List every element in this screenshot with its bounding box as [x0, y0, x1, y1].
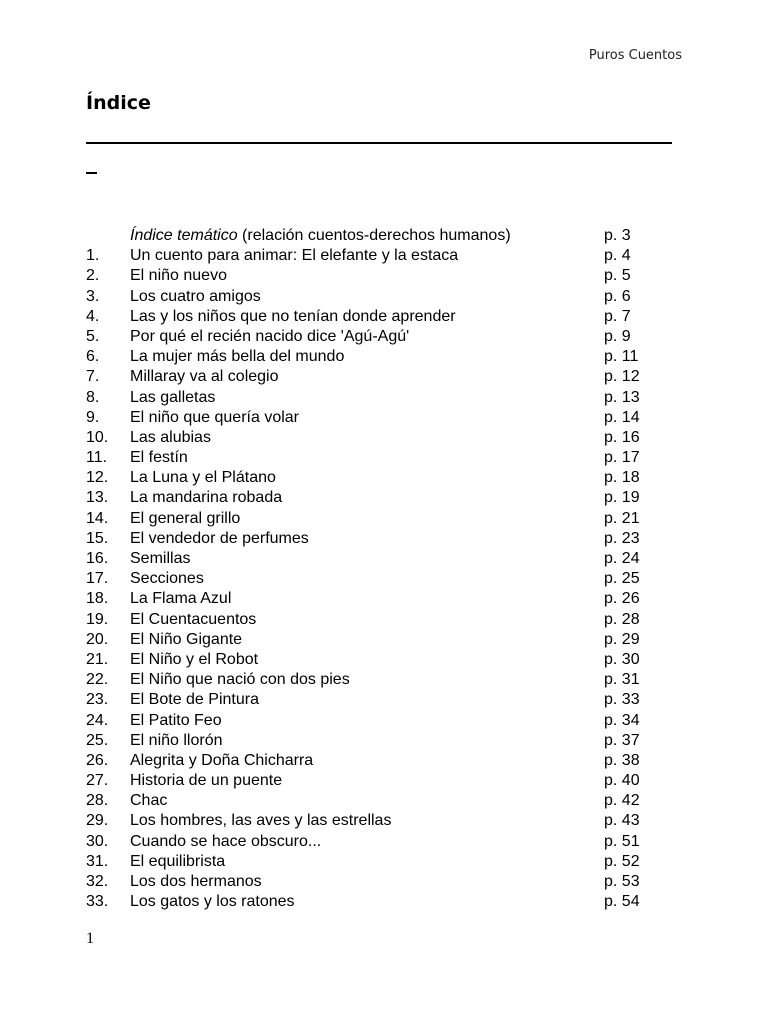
toc-number: 13.	[86, 489, 109, 507]
toc-number: 29.	[86, 812, 109, 830]
title-underline	[86, 142, 672, 144]
toc-title: Un cuento para animar: El elefante y la estaca	[130, 247, 459, 265]
toc-row[interactable]	[86, 468, 686, 488]
toc-page: p. 54	[604, 893, 640, 911]
toc-page: p. 11	[604, 348, 639, 366]
toc-page: p. 7	[604, 307, 631, 325]
toc-number: 1.	[86, 247, 100, 265]
toc-row[interactable]	[86, 549, 686, 569]
toc-page: p. 25	[604, 570, 640, 588]
toc-row[interactable]	[86, 731, 686, 751]
toc-title: Las galletas	[130, 388, 216, 406]
toc-title: Los gatos y los ratones	[130, 893, 295, 911]
toc-page: p. 5	[604, 267, 631, 285]
toc-number: 22.	[86, 671, 109, 689]
toc-row[interactable]	[86, 751, 686, 771]
toc-page: p. 51	[604, 832, 640, 850]
toc-row[interactable]	[86, 529, 686, 549]
toc-row[interactable]	[86, 610, 686, 630]
toc-row[interactable]	[86, 690, 686, 710]
toc-title: El vendedor de perfumes	[130, 529, 309, 547]
toc-number: 25.	[86, 731, 109, 749]
toc-row[interactable]	[86, 791, 686, 811]
toc-row[interactable]	[86, 307, 686, 327]
toc-number: 5.	[86, 327, 100, 345]
toc-number: 2.	[86, 267, 100, 285]
toc-page: p. 43	[604, 812, 640, 830]
toc-title: Alegrita y Doña Chicharra	[130, 751, 314, 769]
toc-title: Semillas	[130, 550, 191, 567]
toc-row[interactable]	[86, 448, 686, 468]
toc-page: p. 42	[604, 792, 640, 810]
toc-number: 19.	[86, 610, 109, 628]
toc-number: 3.	[86, 287, 100, 305]
toc-title: Secciones	[130, 570, 204, 588]
toc-page: p. 3	[604, 227, 631, 244]
toc-page: p. 14	[604, 408, 640, 426]
toc-page: p. 28	[604, 610, 640, 628]
toc-row[interactable]	[86, 408, 686, 428]
toc-page: p. 21	[604, 509, 640, 527]
toc-title: Los cuatro amigos	[130, 287, 261, 305]
toc-row[interactable]	[86, 388, 686, 408]
toc-page: p. 6	[604, 287, 631, 305]
toc-page: p. 29	[604, 630, 640, 648]
toc-page: p. 26	[604, 590, 640, 608]
toc-page: p. 16	[604, 428, 640, 446]
toc-page: p. 31	[604, 671, 640, 689]
thematic-index-description: (relación cuentos-derechos humanos)	[237, 227, 511, 244]
toc-row[interactable]	[86, 287, 686, 307]
toc-row[interactable]	[86, 428, 686, 448]
toc-page: p. 19	[604, 489, 640, 507]
toc-page: p. 33	[604, 691, 640, 709]
toc-number: 24.	[86, 711, 109, 729]
toc-number: 8.	[86, 388, 100, 406]
toc-number: 11.	[86, 449, 108, 467]
toc-number: 20.	[86, 630, 109, 648]
toc-row-thematic[interactable]	[86, 226, 686, 246]
toc-row[interactable]	[86, 347, 686, 367]
toc-title: Cuando se hace obscuro...	[130, 832, 322, 850]
toc-title: El Niño que nació con dos pies	[130, 671, 350, 689]
toc-page: p. 12	[604, 368, 640, 386]
toc-number: 9.	[86, 408, 100, 426]
toc-number: 32.	[86, 873, 109, 890]
toc-number: 33.	[86, 893, 109, 911]
toc-title: La mandarina robada	[130, 489, 283, 507]
toc-page: p. 40	[604, 772, 640, 790]
toc-number: 10.	[86, 428, 109, 446]
page-number: 1	[86, 930, 94, 947]
toc-row[interactable]	[86, 711, 686, 731]
toc-row[interactable]	[86, 630, 686, 650]
toc-number: 17.	[86, 570, 109, 588]
toc-row[interactable]	[86, 832, 686, 852]
thematic-index-label: Índice temático	[130, 227, 238, 244]
toc-page: p. 38	[604, 751, 640, 769]
toc-page: p. 13	[604, 388, 640, 406]
toc-number: 7.	[86, 368, 100, 386]
toc-title: El festín	[130, 449, 188, 467]
toc-number: 15.	[86, 529, 109, 547]
toc-page: p. 30	[604, 650, 640, 668]
toc-number: 21.	[86, 650, 109, 668]
toc-title: Historia de un puente	[130, 772, 283, 790]
toc-row[interactable]	[86, 650, 686, 670]
page-title: Índice	[86, 92, 151, 114]
title-underline-tail	[86, 172, 97, 174]
toc-row[interactable]	[86, 872, 686, 892]
toc-number: 30.	[86, 832, 109, 850]
toc-title: Millaray va al colegio	[130, 368, 279, 386]
toc-page: p. 37	[604, 731, 640, 749]
toc-row[interactable]	[86, 892, 686, 912]
toc-row[interactable]	[86, 771, 686, 791]
toc-page: p. 9	[604, 327, 631, 345]
toc-title: El general grillo	[130, 509, 241, 527]
toc-title: La Flama Azul	[130, 590, 232, 608]
toc-number: 31.	[86, 852, 109, 870]
toc-row[interactable]	[86, 509, 686, 529]
toc-row[interactable]	[86, 327, 686, 347]
table-of-contents	[86, 226, 686, 912]
toc-row[interactable]	[86, 266, 686, 286]
toc-number: 26.	[86, 751, 109, 769]
toc-title: La Luna y el Plátano	[130, 469, 276, 487]
toc-page: p. 17	[604, 449, 640, 467]
toc-number: 4.	[86, 307, 100, 325]
running-header: Puros Cuentos	[588, 48, 682, 63]
toc-number: 16.	[86, 550, 109, 567]
toc-number: 23.	[86, 691, 109, 709]
toc-number: 14.	[86, 509, 109, 527]
toc-page: p. 18	[604, 469, 640, 487]
toc-page: p. 34	[604, 711, 640, 729]
toc-page: p. 52	[604, 852, 640, 870]
toc-title: El Patito Feo	[130, 711, 222, 729]
toc-title: El equilibrista	[130, 852, 226, 870]
toc-row[interactable]	[86, 246, 686, 266]
toc-row[interactable]	[86, 367, 686, 387]
toc-title: Las y los niños que no tenían donde aprender	[130, 307, 456, 325]
toc-title: El Niño Gigante	[130, 630, 243, 648]
toc-title: El niño nuevo	[130, 267, 227, 285]
toc-title: El Bote de Pintura	[130, 691, 259, 709]
toc-page: p. 4	[604, 247, 631, 265]
toc-row[interactable]	[86, 589, 686, 609]
toc-title: El niño que quería volar	[130, 408, 299, 426]
toc-row[interactable]	[86, 488, 686, 508]
toc-row[interactable]	[86, 569, 686, 589]
toc-number: 18.	[86, 590, 109, 608]
toc-title: La mujer más bella del mundo	[130, 348, 345, 366]
toc-title: Las alubias	[130, 428, 211, 446]
toc-title: El Cuentacuentos	[130, 610, 257, 628]
toc-page: p. 24	[604, 550, 640, 567]
toc-number: 27.	[86, 772, 109, 790]
toc-row[interactable]	[86, 670, 686, 690]
toc-number: 12.	[86, 469, 109, 487]
toc-number: 6.	[86, 348, 100, 366]
toc-page: p. 23	[604, 529, 640, 547]
toc-row[interactable]	[86, 852, 686, 872]
toc-title: Por qué el recién nacido dice 'Agú-Agú'	[130, 327, 410, 345]
toc-row[interactable]	[86, 811, 686, 831]
toc-title: El niño llorón	[130, 731, 223, 749]
toc-title: Chac	[130, 792, 168, 810]
toc-number: 28.	[86, 792, 109, 810]
toc-title: Los hombres, las aves y las estrellas	[130, 812, 392, 830]
toc-title: El Niño y el Robot	[130, 650, 259, 668]
toc-title: Los dos hermanos	[130, 873, 262, 890]
toc-page: p. 53	[604, 873, 640, 890]
